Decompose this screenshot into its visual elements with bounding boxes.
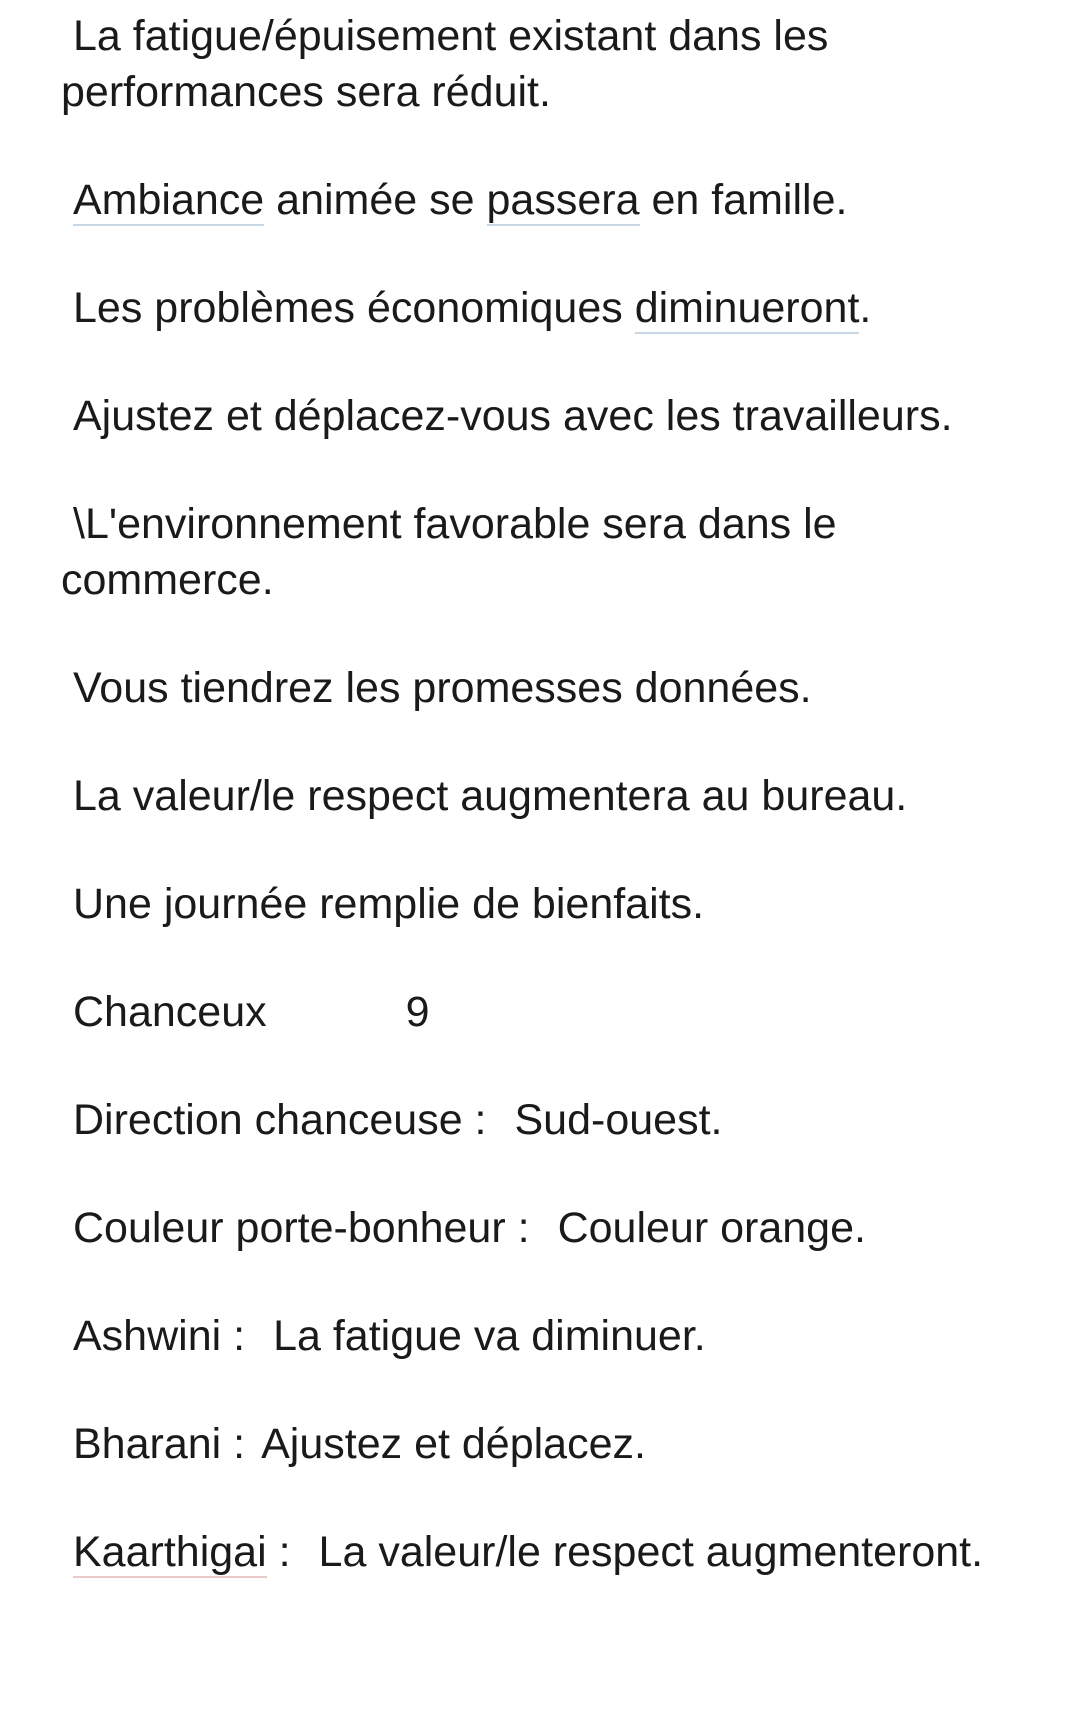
underlined-word[interactable]: Ambiance [73,176,265,224]
star-bharani [61,1416,1021,1472]
paragraph-workers [61,388,1021,444]
lucky-direction [61,1092,1021,1148]
paragraph-economy [61,280,1021,336]
paragraph-commerce [61,496,1021,608]
underlined-word[interactable]: passera [486,176,640,224]
star-ashwini [61,1308,1021,1364]
star-text: Ajustez et déplacez. [261,1420,646,1468]
underlined-word[interactable]: diminueront [634,284,860,332]
lucky-color [61,1200,1021,1256]
lucky-color-value: Couleur orange. [557,1204,866,1252]
star-text: La fatigue va diminuer. [273,1312,706,1360]
star-kaarthigai [61,1524,1021,1580]
star-label: Ashwini : [73,1312,246,1360]
lucky-number [61,984,1021,1040]
paragraph-day [61,876,1021,932]
paragraph-text: animée se [264,176,487,224]
underlined-word[interactable]: Kaarthigai [73,1528,267,1576]
paragraph-text: La fatigue/épuisement existant dans les performances sera réduit. [61,12,841,116]
star-label: : [266,1528,291,1576]
paragraph-promises [61,660,1021,716]
star-text: La valeur/le respect augmenteront. [318,1528,984,1576]
horoscope-text [61,8,1021,1632]
paragraph-text: La valeur/le respect augmentera au bureau. [73,772,908,820]
paragraph-office [61,768,1021,824]
paragraph-fatigue [61,8,1021,120]
paragraph-family [61,172,1021,228]
paragraph-text: . [859,284,872,332]
lucky-color-label: Couleur porte-bonheur : [73,1204,530,1252]
paragraph-text: Une journée remplie de bienfaits. [73,880,705,928]
star-label: Bharani : [73,1420,246,1468]
paragraph-text: Vous tiendrez les promesses données. [73,664,812,712]
paragraph-text: en famille. [639,176,848,224]
paragraph-text: \L'environnement favorable sera dans le commerce. [61,500,849,604]
lucky-number-label: Chanceux [73,988,267,1036]
lucky-direction-value: Sud-ouest. [514,1096,723,1144]
lucky-number-value: 9 [405,988,430,1036]
paragraph-text: Les problèmes économiques [73,284,635,332]
lucky-direction-label: Direction chanceuse : [73,1096,487,1144]
paragraph-text: Ajustez et déplacez-vous avec les travailleurs. [73,392,953,440]
